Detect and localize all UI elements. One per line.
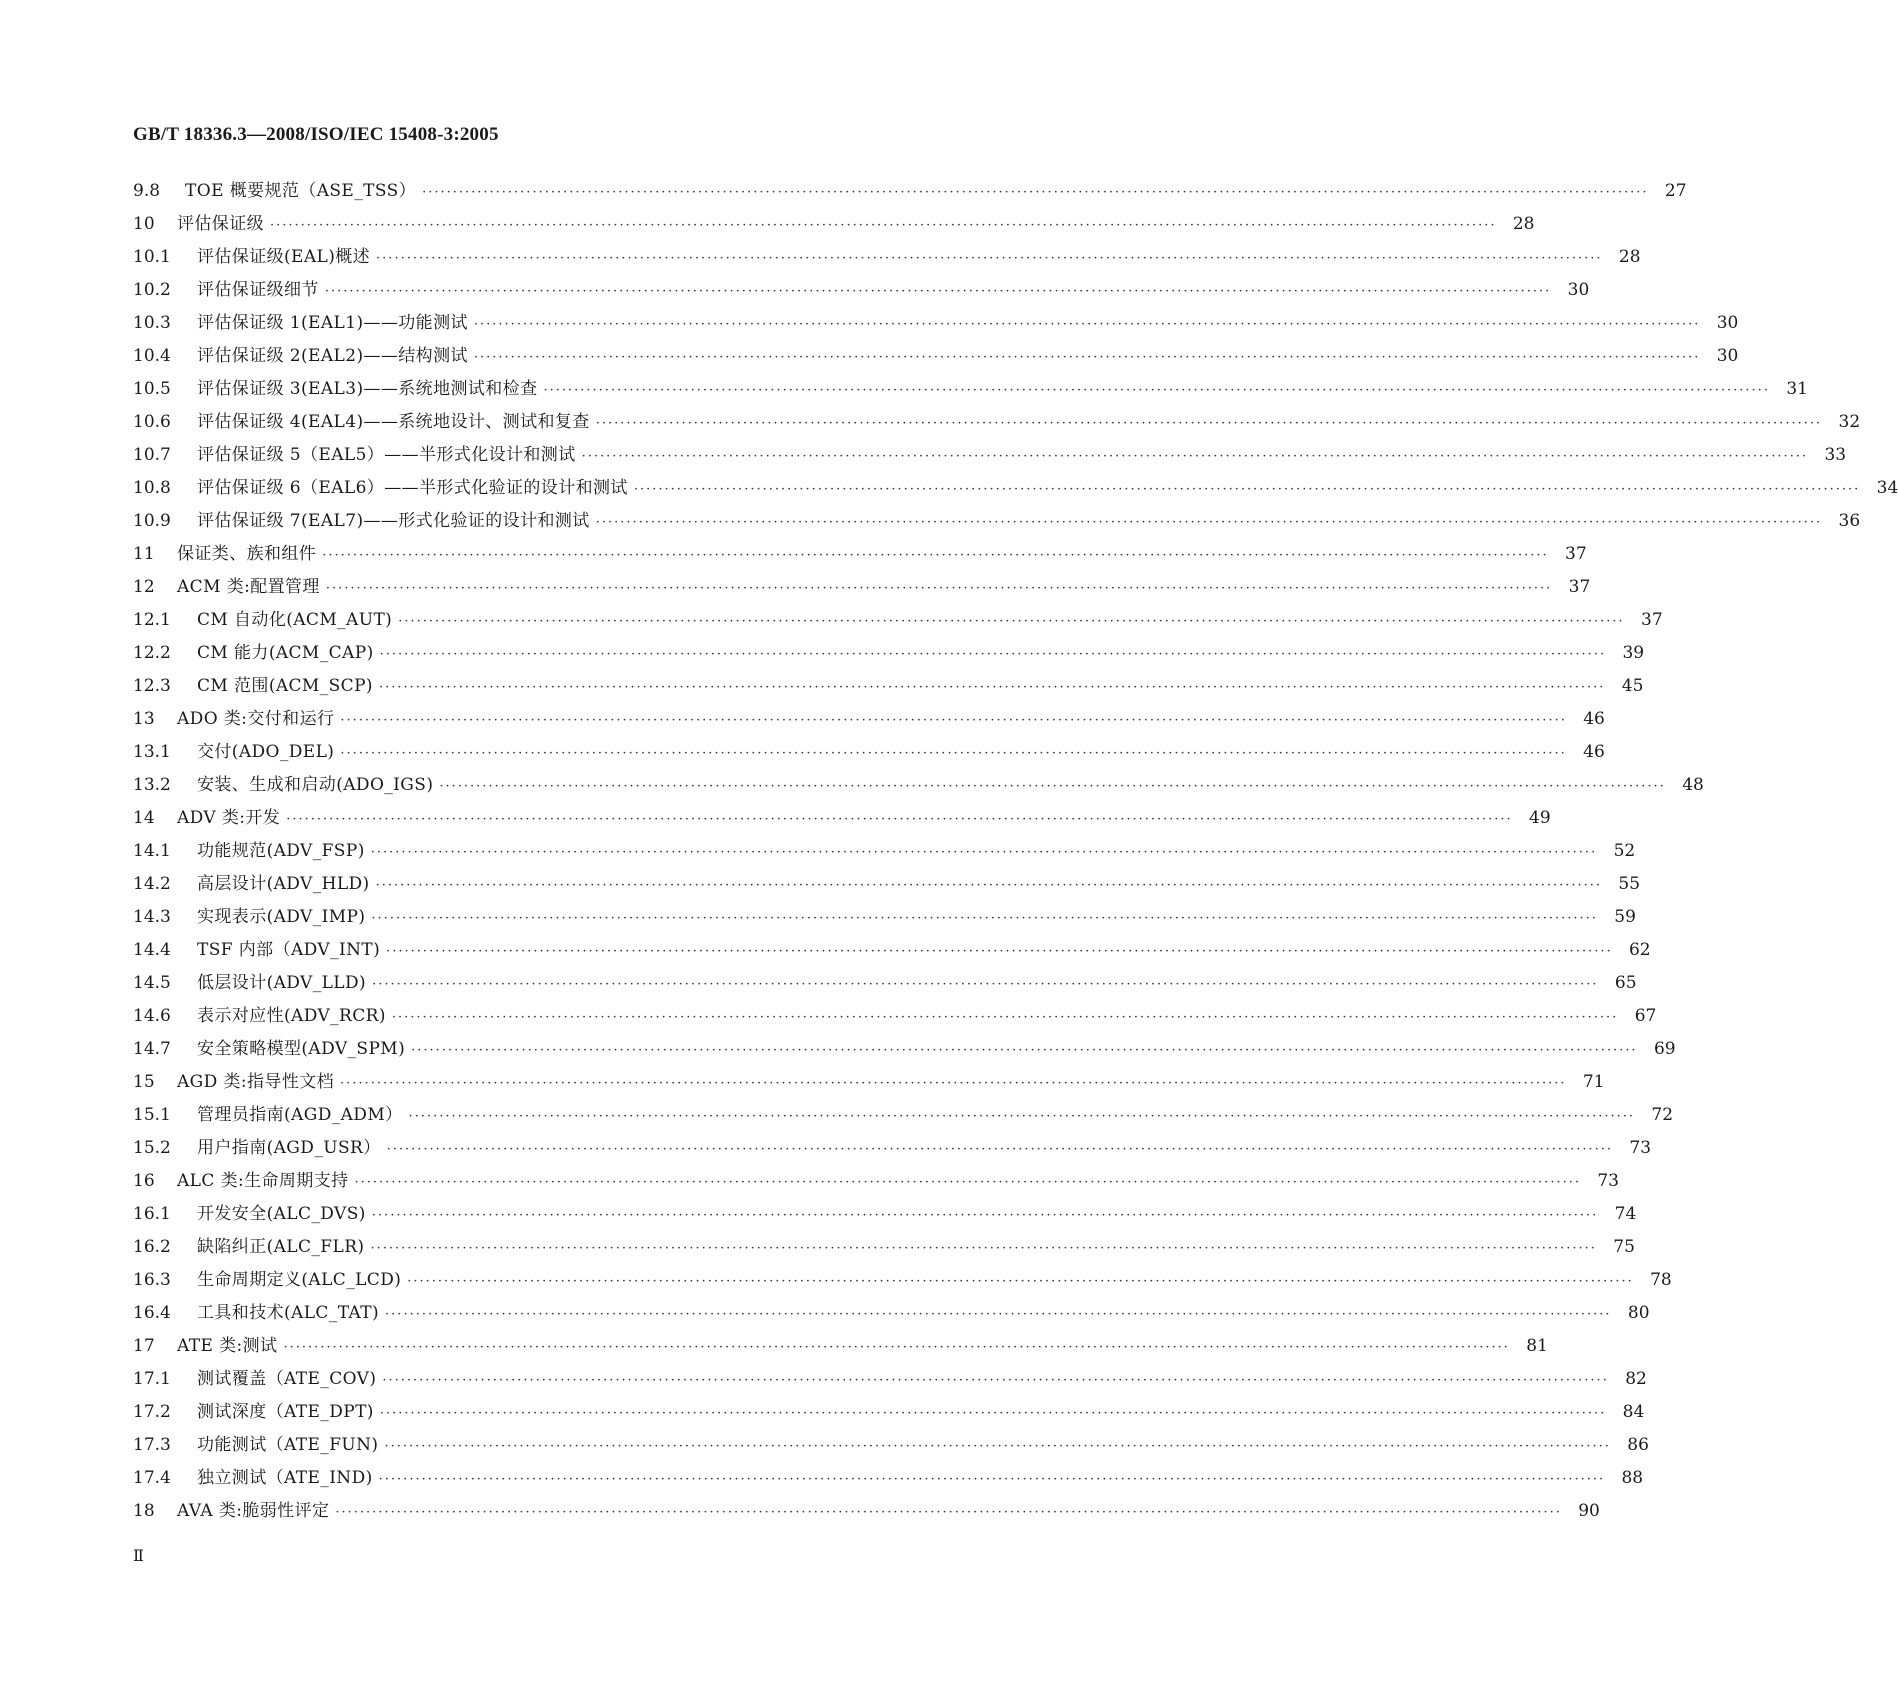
toc-entry-title: 评估保证级 [177, 214, 264, 234]
toc-entry[interactable] [133, 242, 1641, 275]
toc-entry-page: 80 [1627, 1303, 1650, 1323]
toc-entry-page: 30 [1567, 280, 1590, 300]
toc-entry[interactable] [133, 473, 1898, 506]
toc-entry-title: 评估保证级 2(EAL2)——结构测试 [197, 346, 468, 366]
toc-entry[interactable] [133, 506, 1861, 539]
toc-entry-title: 评估保证级细节 [197, 280, 319, 300]
toc-entry-number: 12.3 [133, 676, 171, 696]
toc-entry-page: 32 [1838, 412, 1861, 432]
toc-entry-page: 82 [1625, 1369, 1647, 1389]
toc-entry-title: 评估保证级(EAL)概述 [197, 247, 371, 267]
toc-entry-number: 13 [133, 709, 155, 729]
toc-entry-page: 73 [1597, 1171, 1619, 1191]
toc-entry-title: 评估保证级 1(EAL1)——功能测试 [197, 313, 468, 333]
toc-entry-page: 67 [1634, 1006, 1657, 1026]
toc-entry-title: 缺陷纠正(ALC_FLR) [197, 1237, 365, 1257]
toc-entry-page: 31 [1786, 379, 1808, 399]
toc-entry[interactable] [133, 341, 1739, 374]
toc-leader-dots: ········································································································································································································ [379, 647, 1607, 662]
toc-entry-page: 59 [1614, 907, 1636, 927]
toc-entry-number: 13.2 [133, 775, 171, 795]
toc-entry-number: 14.5 [133, 973, 171, 993]
toc-entry-page: 88 [1621, 1468, 1644, 1488]
toc-entry-title: CM 能力(ACM_CAP) [197, 643, 374, 663]
toc-entry-title: ALC 类:生命周期支持 [177, 1171, 349, 1191]
toc-entry-number: 17.4 [133, 1468, 171, 1488]
toc-entry[interactable] [133, 671, 1644, 704]
toc-entry-title: 评估保证级 7(EAL7)——形式化验证的设计和测试 [197, 511, 590, 531]
toc-leader-dots: ········································································································································································································ [408, 1109, 1636, 1124]
toc-entry-title: AGD 类:指导性文档 [177, 1072, 335, 1092]
toc-entry-number: 16.4 [133, 1303, 171, 1323]
toc-leader-dots: ········································································································································································································ [378, 1472, 1606, 1487]
toc-entry-title: ADO 类:交付和运行 [177, 709, 335, 729]
toc-entry-number: 14.4 [133, 940, 171, 960]
toc-entry-number: 12.2 [133, 643, 171, 663]
toc-leader-dots: ········································································································································································································ [473, 317, 1701, 332]
toc-entry-page: 36 [1838, 511, 1861, 531]
toc-leader-dots: ········································································································································································································ [371, 911, 1598, 926]
toc-entry-title: 功能测试（ATE_FUN) [197, 1435, 379, 1455]
toc-leader-dots: ········································································································································································································ [386, 1142, 1614, 1157]
toc-entry-title: 安装、生成和启动(ADO_IGS) [197, 775, 434, 795]
toc-leader-dots: ········································································································································································································ [411, 1043, 1638, 1058]
toc-entry[interactable] [133, 737, 1605, 770]
toc-leader-dots: ········································································································································································································ [371, 1208, 1599, 1223]
toc-leader-dots: ········································································································································································································ [376, 251, 1603, 266]
toc-entry-page: 30 [1716, 346, 1739, 366]
toc-entry-number: 10.4 [133, 346, 171, 366]
toc-entry-number: 11 [133, 544, 155, 564]
toc-leader-dots: ········································································································································································································ [595, 416, 1823, 431]
toc-entry[interactable] [133, 1232, 1635, 1265]
toc-entry-title: 评估保证级 4(EAL4)——系统地设计、测试和复查 [197, 412, 590, 432]
toc-leader-dots: ········································································································································································································ [370, 1241, 1597, 1256]
toc-leader-dots: ········································································································································································································ [372, 977, 1599, 992]
toc-entry-number: 12 [133, 577, 155, 597]
toc-entry-number: 10.3 [133, 313, 171, 333]
toc-entry-page: 81 [1526, 1336, 1548, 1356]
toc-entry-title: 生命周期定义(ALC_LCD) [197, 1270, 402, 1290]
toc-leader-dots: ········································································································································································································ [439, 779, 1666, 794]
toc-leader-dots: ········································································································································································································ [581, 449, 1809, 464]
toc-entry[interactable] [133, 572, 1591, 605]
toc-entry[interactable] [133, 1166, 1619, 1199]
toc-entry-number: 15.1 [133, 1105, 171, 1125]
toc-entry[interactable] [133, 704, 1605, 737]
toc-leader-dots: ········································································································································································································ [325, 581, 1553, 596]
toc-entry-page: 28 [1618, 247, 1641, 267]
toc-entry-title: TOE 概要规范（ASE_TSS） [185, 181, 417, 201]
document-header: GB/T 18336.3—2008/ISO/IEC 15408-3:2005 [133, 124, 499, 145]
toc-entry-page: 52 [1613, 841, 1636, 861]
toc-leader-dots: ········································································································································································································ [340, 746, 1567, 761]
toc-entry-number: 16.1 [133, 1204, 171, 1224]
toc-entry-page: 37 [1641, 610, 1663, 630]
toc-entry-number: 13.1 [133, 742, 171, 762]
toc-entry[interactable] [133, 1199, 1637, 1232]
toc-entry[interactable] [133, 1430, 1649, 1463]
toc-entry-title: 工具和技术(ALC_TAT) [197, 1303, 380, 1323]
toc-entry-page: 34 [1876, 478, 1898, 498]
toc-entry-page: 84 [1622, 1402, 1645, 1422]
toc-entry-number: 14.6 [133, 1006, 171, 1026]
toc-entry-number: 14.3 [133, 907, 171, 927]
toc-entry[interactable] [133, 1298, 1650, 1331]
table-of-contents [133, 176, 1898, 1529]
toc-leader-dots: ········································································································································································································ [543, 383, 1770, 398]
toc-entry-title: 用户指南(AGD_USR） [197, 1138, 381, 1158]
toc-entry-title: ACM 类:配置管理 [177, 577, 320, 597]
toc-entry[interactable] [133, 1463, 1644, 1496]
toc-entry-title: 测试深度（ATE_DPT) [197, 1402, 374, 1422]
toc-entry-number: 18 [133, 1501, 155, 1521]
toc-entry[interactable] [133, 1331, 1548, 1364]
toc-entry-title: 管理员指南(AGD_ADM） [197, 1105, 403, 1125]
toc-leader-dots: ········································································································································································································ [286, 812, 1513, 827]
toc-entry-page: 71 [1582, 1072, 1605, 1092]
toc-entry[interactable] [133, 803, 1551, 836]
toc-entry-title: 交付(ADO_DEL) [197, 742, 335, 762]
toc-entry-page: 65 [1614, 973, 1637, 993]
toc-entry-title: 评估保证级 3(EAL3)——系统地测试和检查 [197, 379, 538, 399]
toc-entry-number: 14 [133, 808, 155, 828]
toc-entry-title: 安全策略模型(ADV_SPM) [197, 1039, 406, 1059]
toc-entry-number: 14.1 [133, 841, 171, 861]
toc-entry-title: 开发安全(ALC_DVS) [197, 1204, 366, 1224]
toc-entry-title: 评估保证级 5（EAL5）——半形式化设计和测试 [197, 445, 576, 465]
toc-entry-number: 16.2 [133, 1237, 171, 1257]
toc-entry-title: CM 范围(ACM_SCP) [197, 676, 373, 696]
toc-entry-number: 17.2 [133, 1402, 171, 1422]
toc-entry[interactable] [133, 935, 1651, 968]
toc-leader-dots: ········································································································································································································ [384, 1439, 1611, 1454]
toc-entry-page: 86 [1627, 1435, 1649, 1455]
toc-entry-title: 低层设计(ADV_LLD) [197, 973, 367, 993]
toc-entry[interactable] [133, 1001, 1657, 1034]
toc-entry-page: 37 [1565, 544, 1587, 564]
toc-leader-dots: ········································································································································································································ [379, 1406, 1607, 1421]
toc-entry-title: ATE 类:测试 [177, 1336, 278, 1356]
toc-entry[interactable] [133, 209, 1535, 242]
toc-leader-dots: ········································································································································································································ [335, 1505, 1562, 1520]
toc-leader-dots: ········································································································································································································ [340, 1076, 1567, 1091]
toc-entry-page: 48 [1682, 775, 1704, 795]
toc-entry-title: TSF 内部（ADV_INT) [197, 940, 381, 960]
toc-entry-page: 75 [1613, 1237, 1635, 1257]
toc-entry-number: 14.7 [133, 1039, 171, 1059]
toc-leader-dots: ········································································································································································································ [354, 1175, 1581, 1190]
toc-entry-page: 30 [1716, 313, 1739, 333]
toc-entry-number: 17 [133, 1336, 155, 1356]
toc-entry-number: 10.2 [133, 280, 171, 300]
toc-leader-dots: ········································································································································································································ [322, 548, 1549, 563]
toc-entry[interactable] [133, 902, 1636, 935]
toc-entry-number: 17.1 [133, 1369, 171, 1389]
toc-entry-title: 实现表示(ADV_IMP) [197, 907, 366, 927]
toc-entry[interactable] [133, 869, 1641, 902]
toc-entry-page: 73 [1629, 1138, 1652, 1158]
toc-entry[interactable] [133, 1067, 1605, 1100]
toc-entry[interactable] [133, 638, 1645, 671]
toc-entry-title: 功能规范(ADV_FSP) [197, 841, 365, 861]
page-number: Ⅱ [133, 1546, 144, 1565]
toc-leader-dots: ········································································································································································································ [324, 284, 1552, 299]
toc-entry-page: 90 [1578, 1501, 1600, 1521]
toc-entry[interactable] [133, 770, 1704, 803]
toc-leader-dots: ········································································································································································································ [595, 515, 1823, 530]
toc-entry-page: 49 [1529, 808, 1551, 828]
toc-leader-dots: ········································································································································································································ [382, 1373, 1609, 1388]
toc-entry-number: 10 [133, 214, 155, 234]
toc-entry-page: 39 [1622, 643, 1645, 663]
toc-leader-dots: ········································································································································································································ [391, 1010, 1619, 1025]
toc-leader-dots: ········································································································································································································ [378, 680, 1606, 695]
toc-entry-title: 独立测试（ATE_IND) [197, 1468, 373, 1488]
toc-entry[interactable] [133, 374, 1808, 407]
toc-entry-number: 16.3 [133, 1270, 171, 1290]
toc-entry[interactable] [133, 1034, 1676, 1067]
toc-entry[interactable] [133, 968, 1637, 1001]
toc-entry[interactable] [133, 1133, 1652, 1166]
toc-entry[interactable] [133, 1397, 1645, 1430]
toc-entry-page: 45 [1621, 676, 1644, 696]
toc-entry-number: 12.1 [133, 610, 171, 630]
toc-leader-dots: ········································································································································································································ [407, 1274, 1634, 1289]
toc-entry-title: 保证类、族和组件 [177, 544, 317, 564]
toc-entry[interactable] [133, 275, 1590, 308]
toc-leader-dots: ········································································································································································································ [283, 1340, 1510, 1355]
toc-entry-number: 16 [133, 1171, 155, 1191]
toc-entry[interactable] [133, 1100, 1674, 1133]
toc-entry-title: 评估保证级 6（EAL6）——半形式化验证的设计和测试 [197, 478, 628, 498]
toc-entry-page: 62 [1628, 940, 1651, 960]
toc-leader-dots: ········································································································································································································ [422, 185, 1649, 200]
toc-entry-title: AVA 类:脆弱性评定 [177, 1501, 330, 1521]
toc-entry[interactable] [133, 440, 1847, 473]
toc-leader-dots: ········································································································································································································ [270, 218, 1497, 233]
toc-entry-page: 74 [1614, 1204, 1637, 1224]
toc-entry-number: 10.9 [133, 511, 171, 531]
toc-entry-number: 17.3 [133, 1435, 171, 1455]
toc-entry[interactable] [133, 176, 1687, 209]
toc-entry-page: 46 [1583, 742, 1605, 762]
toc-entry[interactable] [133, 1364, 1647, 1397]
toc-entry-page: 55 [1618, 874, 1641, 894]
toc-entry[interactable] [133, 539, 1587, 572]
toc-leader-dots: ········································································································································································································ [385, 1307, 1612, 1322]
toc-entry[interactable] [133, 308, 1739, 341]
toc-entry-number: 10.8 [133, 478, 171, 498]
toc-entry-page: 27 [1664, 181, 1687, 201]
toc-entry-number: 10.1 [133, 247, 171, 267]
toc-leader-dots: ········································································································································································································ [633, 482, 1861, 497]
toc-leader-dots: ········································································································································································································ [370, 845, 1598, 860]
toc-entry-number: 9.8 [133, 181, 161, 201]
toc-entry-title: 高层设计(ADV_HLD) [197, 874, 370, 894]
toc-entry-title: ADV 类:开发 [177, 808, 281, 828]
toc-leader-dots: ········································································································································································································ [473, 350, 1701, 365]
toc-entry-page: 28 [1512, 214, 1535, 234]
toc-entry-number: 10.5 [133, 379, 171, 399]
toc-entry[interactable] [133, 605, 1663, 638]
toc-entry-number: 15 [133, 1072, 155, 1092]
toc-entry[interactable] [133, 1496, 1600, 1529]
toc-entry-page: 78 [1650, 1270, 1672, 1290]
toc-entry-page: 69 [1653, 1039, 1676, 1059]
toc-entry-page: 72 [1651, 1105, 1674, 1125]
toc-leader-dots: ········································································································································································································ [386, 944, 1613, 959]
toc-leader-dots: ········································································································································································································ [375, 878, 1603, 893]
toc-entry-page: 33 [1824, 445, 1847, 465]
toc-entry-title: 测试覆盖（ATE_COV) [197, 1369, 377, 1389]
toc-entry-title: CM 自动化(ACM_AUT) [197, 610, 393, 630]
toc-entry-number: 14.2 [133, 874, 171, 894]
toc-entry-page: 37 [1568, 577, 1591, 597]
toc-entry-number: 10.6 [133, 412, 171, 432]
toc-entry[interactable] [133, 1265, 1672, 1298]
toc-entry-number: 15.2 [133, 1138, 171, 1158]
toc-entry[interactable] [133, 836, 1636, 869]
toc-entry-title: 表示对应性(ADV_RCR) [197, 1006, 386, 1026]
toc-entry-number: 10.7 [133, 445, 171, 465]
toc-entry-page: 46 [1583, 709, 1605, 729]
toc-leader-dots: ········································································································································································································ [398, 614, 1625, 629]
toc-leader-dots: ········································································································································································································ [340, 713, 1567, 728]
toc-entry[interactable] [133, 407, 1861, 440]
